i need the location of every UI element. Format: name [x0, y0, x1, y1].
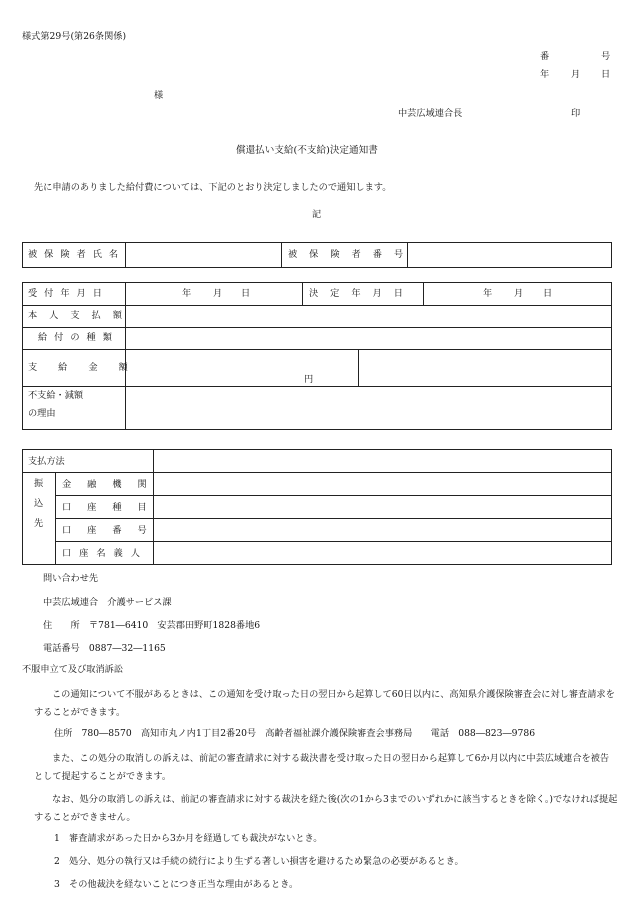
- payment-amount-label: 支給金額: [28, 362, 149, 373]
- bank-field[interactable]: [155, 473, 610, 494]
- appeal-heading: 不服申立て及び取消訴訟: [22, 664, 124, 675]
- self-payment-field[interactable]: [127, 306, 610, 326]
- document-title: 償還払い支給(不支給)決定通知書: [236, 145, 378, 156]
- header-month: 月: [571, 69, 581, 80]
- contact-address: 住 所 〒781―6410 安芸郡田野町1828番地6: [43, 620, 261, 631]
- self-payment-label: 本人支払額: [28, 310, 134, 321]
- account-holder-label: 口座名義人: [62, 548, 148, 559]
- header-year: 年: [540, 69, 550, 80]
- account-type-field[interactable]: [155, 496, 610, 517]
- contact-heading: 問い合わせ先: [43, 573, 99, 584]
- furikomi-char-3: 先: [34, 518, 44, 529]
- insured-number-label: 被保険者番号: [288, 249, 416, 260]
- appeal-item-3: 3 その他裁決を経ないことにつき正当な理由があるとき。: [54, 879, 299, 890]
- decision-month: 月: [514, 288, 524, 299]
- reason-label-line1: 不支給・減額: [28, 390, 84, 401]
- payment-amount-field[interactable]: [127, 350, 357, 385]
- bank-label: 金融機関: [62, 479, 163, 490]
- furikomi-char-2: 込: [34, 498, 44, 509]
- insured-number-field[interactable]: [409, 243, 610, 267]
- number-char-ban: 番: [540, 51, 550, 62]
- furikomi-char-1: 振: [34, 478, 44, 489]
- benefit-type-field[interactable]: [127, 328, 610, 348]
- receipt-date-label: 受付年月日: [28, 288, 109, 299]
- account-holder-field[interactable]: [155, 542, 610, 564]
- decision-year: 年: [483, 288, 493, 299]
- appeal-item-2: 2 処分、処分の執行又は手続の続行により生ずる著しい損害を避けるため緊急の必要があるとき。: [54, 856, 464, 867]
- seal-mark: 印: [571, 108, 581, 119]
- appeal-paragraph-1: この通知について不服があるときは、この通知を受け取った日の翌日から起算して60日以内に、高知県介護保険審査会に対し審査請求をすることができます。: [34, 689, 615, 718]
- ki-mark: 記: [312, 209, 322, 220]
- receipt-day: 日: [241, 288, 251, 299]
- receipt-month: 月: [213, 288, 223, 299]
- receipt-year: 年: [182, 288, 192, 299]
- account-number-label: 口座番号: [62, 525, 163, 536]
- account-type-label: 口座種目: [62, 502, 163, 513]
- account-number-field[interactable]: [155, 519, 610, 540]
- benefit-type-label: 給付の種類: [38, 332, 119, 343]
- header-day: 日: [601, 69, 611, 80]
- payment-method-field[interactable]: [155, 450, 610, 471]
- intro-text: 先に申請のありました給付費については、下記のとおり決定しましたので通知します。: [34, 182, 392, 193]
- contact-dept: 中芸広域連合 介護サービス課: [43, 597, 172, 608]
- insured-name-label: 被保険者氏名: [28, 249, 126, 260]
- form-number: 様式第29号(第26条関係): [22, 31, 127, 42]
- addressee-sama: 様: [154, 90, 164, 101]
- appeal-office-address: 住所 780―8570 高知市丸ノ内1丁目2番20号 高齢者福祉課介護保険審査会事務局 電話 088―823―9786: [54, 728, 536, 739]
- appeal-item-1: 1 審査請求があった日から3か月を経過しても裁決がないとき。: [54, 833, 323, 844]
- appeal-paragraph-3: なお、処分の取消しの訴えは、前記の審査請求に対する裁決を経た後(次の1から3までのいずれかに該当するときを除く。)でなければ提起することができません。: [34, 794, 618, 823]
- contact-phone: 電話番号 0887―32―1165: [43, 643, 166, 654]
- decision-date-label: 決定年月日: [309, 288, 415, 299]
- decision-day: 日: [543, 288, 553, 299]
- issuer: 中芸広域連合長: [398, 108, 463, 119]
- insured-name-field[interactable]: [127, 243, 280, 267]
- payment-method-label: 支払方法: [28, 456, 65, 467]
- reason-field[interactable]: [127, 387, 610, 429]
- yen-unit: 円: [304, 374, 314, 385]
- appeal-paragraph-2: また、この処分の取消しの訴えは、前記の審査請求に対する裁決書を受け取った日の翌日から起算して6か月以内に中芸広域連合を被告として提起することができます。: [34, 753, 610, 782]
- number-char-go: 号: [601, 51, 611, 62]
- reason-label-line2: の理由: [28, 408, 56, 419]
